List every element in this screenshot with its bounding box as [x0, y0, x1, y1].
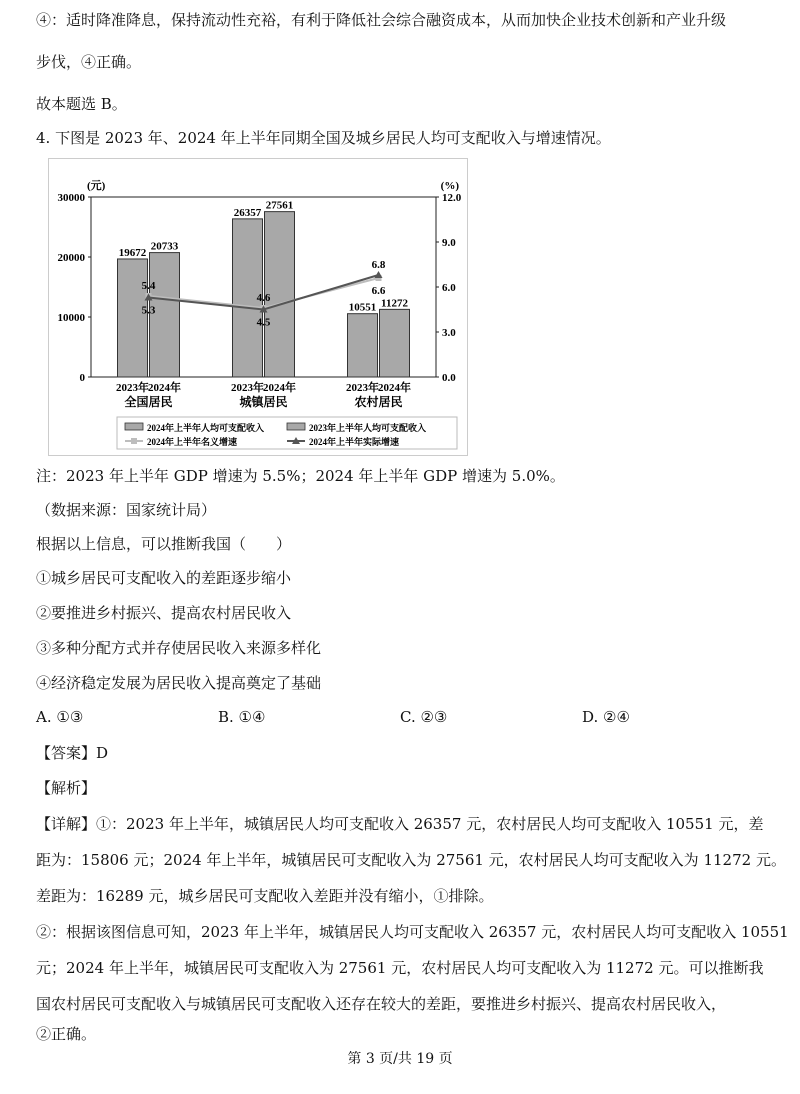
line-value-label: 5.3 — [141, 304, 156, 317]
left-tick-label: 20000 — [57, 252, 85, 264]
statement-4: ④经济稳定发展为居民收入提高奠定了基础 — [36, 674, 322, 692]
statement-1: ①城乡居民可支配收入的差距逐步缩小 — [36, 569, 292, 587]
legend-swatch — [125, 423, 143, 430]
group-label: 农村居民 — [354, 395, 403, 409]
legend-label: 2024年上半年人均可支配收入 — [147, 423, 265, 433]
prev-line-1: ④：适时降准降息，保持流动性充裕，有利于降低社会综合融资成本，从而加快企业技术创新和产业升级 — [36, 11, 727, 29]
option-b: B. ①④ — [218, 708, 266, 726]
right-tick-label: 3.0 — [442, 327, 456, 339]
year-tick-label: 2024年 — [263, 382, 296, 394]
line-value-label: 5.4 — [141, 280, 156, 292]
line-value-label: 6.8 — [371, 259, 386, 271]
left-axis-unit: (元) — [87, 180, 106, 192]
line-value-label: 4.6 — [256, 292, 271, 304]
income-chart-svg — [49, 159, 467, 455]
analysis-label: 【解析】 — [36, 779, 97, 797]
bar — [118, 259, 148, 377]
right-tick-label: 9.0 — [442, 237, 456, 249]
statement-3: ③多种分配方式并存使居民收入来源多样化 — [36, 639, 322, 657]
detail-line-7: ②正确。 — [36, 1025, 97, 1043]
right-tick-label: 0.0 — [442, 372, 456, 384]
right-tick-label: 6.0 — [442, 282, 456, 294]
bar-value-label: 27561 — [265, 199, 294, 212]
data-source: （数据来源：国家统计局） — [36, 501, 217, 519]
option-d: D. ②④ — [582, 708, 630, 726]
income-chart — [48, 158, 468, 456]
detail-line-4: ②：根据该图信息可知，2023 年上半年，城镇居民人均可支配收入 26357 元，农村居民人均可支配收入 10551 — [36, 923, 789, 941]
bar-value-label: 10551 — [348, 301, 377, 314]
group-label: 城镇居民 — [239, 395, 288, 409]
detail-line-6: 国农村居民可支配收入与城镇居民可支配收入还存在较大的差距，要推进乡村振兴、提高农村居民收入， — [36, 995, 727, 1013]
year-tick-label: 2024年 — [148, 382, 181, 394]
right-axis-unit: (%) — [440, 180, 459, 192]
left-tick-label: 30000 — [57, 192, 85, 204]
line-value-label: 6.6 — [371, 285, 386, 297]
legend-label: 2023年上半年人均可支配收入 — [309, 423, 427, 433]
prev-line-2: 步伐，④正确。 — [36, 53, 142, 71]
year-tick-label: 2023年 — [116, 382, 149, 394]
right-tick-label: 12.0 — [442, 192, 462, 204]
question-prompt: 根据以上信息，可以推断我国（ ） — [36, 535, 292, 553]
answer-label: 【答案】D — [36, 744, 109, 762]
group-label: 全国居民 — [124, 395, 173, 409]
bar — [348, 314, 378, 377]
detail-line-5: 元；2024 年上半年，城镇居民可支配收入为 27561 元，农村居民人均可支配收入为 11272 元。可以推断我 — [36, 959, 764, 977]
chart-note: 注：2023 年上半年 GDP 增速为 5.5%；2024 年上半年 GDP 增速为 5.0%。 — [36, 467, 565, 485]
year-tick-label: 2024年 — [378, 382, 411, 394]
page-footer: 第 3 页/共 19 页 — [347, 1051, 453, 1067]
line-value-label: 4.5 — [256, 316, 271, 329]
detail-line-1: 【详解】①：2023 年上半年，城镇居民人均可支配收入 26357 元，农村居民人均可支配收入 10551 元，差 — [36, 815, 764, 833]
legend-label: 2024年上半年实际增速 — [309, 437, 400, 447]
legend-label: 2024年上半年名义增速 — [147, 437, 238, 447]
option-c: C. ②③ — [400, 708, 448, 726]
left-tick-label: 10000 — [57, 312, 85, 324]
detail-line-2: 距为：15806 元；2024 年上半年，城镇居民可支配收入为 27561 元，农村居民人均可支配收入为 11272 元。 — [36, 851, 786, 869]
legend-swatch — [287, 423, 305, 430]
detail-line-3: 差距为：16289 元，城乡居民可支配收入差距并没有缩小，①排除。 — [36, 887, 494, 905]
option-a: A. ①③ — [36, 708, 84, 726]
bar — [380, 309, 410, 377]
bar-value-label: 11272 — [381, 297, 408, 310]
real-point — [375, 271, 383, 278]
left-tick-label: 0 — [79, 372, 85, 384]
statement-2: ②要推进乡村振兴、提高农村居民收入 — [36, 604, 292, 622]
bar-value-label: 19672 — [118, 246, 147, 259]
year-tick-label: 2023年 — [231, 382, 264, 394]
bar-value-label: 20733 — [150, 240, 179, 253]
question-stem: 4. 下图是 2023 年、2024 年上半年同期全国及城乡居民人均可支配收入与增速情况。 — [36, 129, 611, 147]
year-tick-label: 2023年 — [346, 382, 379, 394]
prev-line-3: 故本题选 B。 — [36, 95, 127, 113]
legend-marker — [131, 438, 137, 444]
bar-value-label: 26357 — [233, 206, 262, 219]
